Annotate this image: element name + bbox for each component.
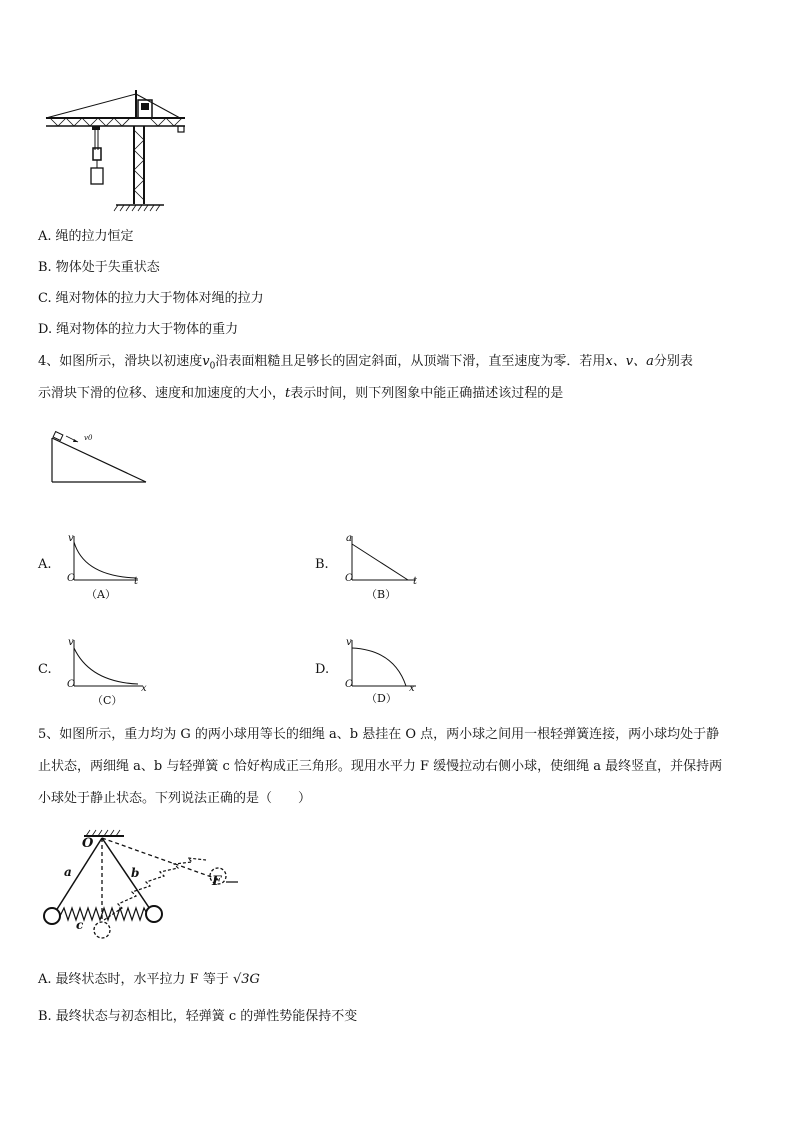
v0-symbol: v	[202, 354, 210, 369]
fig-label-b: b	[131, 866, 140, 880]
graph-b-origin: O	[345, 573, 354, 584]
option-key: B.	[38, 1009, 52, 1024]
option-key: A.	[38, 229, 52, 244]
graph-b-yaxis: a	[346, 533, 352, 544]
graph-a-xaxis: t	[134, 576, 139, 587]
graph-a-caption: （A）	[86, 588, 116, 601]
q4-vars: x、v、a	[605, 354, 654, 369]
graph-d-caption: （D）	[366, 692, 397, 705]
graph-c-caption: （C）	[92, 694, 123, 707]
graph-b-key: B.	[315, 557, 329, 572]
option-text: 绳的拉力恒定	[55, 229, 134, 244]
option-text: 最终状态时，水平拉力 F 等于	[55, 972, 233, 987]
option-key: D.	[38, 322, 53, 337]
graph-a	[64, 532, 144, 590]
option-text: 物体处于失重状态	[55, 260, 160, 275]
graph-c-xaxis: x	[141, 683, 147, 694]
q5-stem-line1: 5、如图所示，重力均为 G 的两小球用等长的细绳 a、b 悬挂在 O 点，两小球之间用一根轻弹簧连接，两小球均处于静	[38, 727, 720, 742]
graph-d-origin: O	[345, 679, 354, 690]
graph-b	[342, 532, 422, 590]
q4-text: 表示时间，则下列图象中能正确描述该过程的是	[290, 386, 564, 401]
graph-a-key: A.	[38, 557, 52, 572]
v0-subscript: 0	[209, 361, 216, 372]
option-text: 绳对物体的拉力大于物体对绳的拉力	[55, 291, 264, 306]
option-text: 绳对物体的拉力大于物体的重力	[56, 322, 239, 337]
t-symbol: t	[285, 386, 291, 401]
fig-label-O: O	[82, 836, 94, 851]
q5-stem-line2: 止状态，两细绳 a、b 与轻弹簧 c 恰好构成正三角形。现用水平力 F 缓慢拉动右侧小球，使细绳 a 最终竖直，并保持两	[38, 759, 723, 774]
option-key: A.	[38, 972, 52, 987]
q4-text: 示滑块下滑的位移、速度和加速度的大小，	[38, 386, 286, 401]
graph-a-yaxis: v	[68, 533, 74, 544]
graph-a-origin: O	[67, 573, 76, 584]
q5-stem-line3: 小球处于静止状态。下列说法正确的是（ ）	[38, 791, 312, 806]
option-text: 最终状态与初态相比，轻弹簧 c 的弹性势能保持不变	[55, 1009, 358, 1024]
q5-option-b	[38, 1009, 357, 1025]
fig-label-c: c	[76, 918, 84, 932]
q5-option-a	[38, 972, 260, 988]
graph-d-xaxis: x	[409, 683, 415, 694]
fig-label-a: a	[64, 865, 72, 879]
option-math: √3G	[232, 972, 260, 987]
incline-figure	[48, 430, 150, 486]
graph-c-key: C.	[38, 662, 52, 677]
q3-option-b	[38, 260, 160, 276]
q4-stem-line1	[38, 354, 693, 375]
q4-text: 沿表面粗糙且足够长的固定斜面，从顶端下滑，直至速度为零．若用	[215, 354, 606, 369]
option-key: C.	[38, 291, 52, 306]
q4-stem-line2	[38, 386, 563, 402]
q3-option-a	[38, 229, 134, 245]
fig-label-F: F	[212, 874, 222, 889]
option-key: B.	[38, 260, 52, 275]
q4-text: 4、如图所示，滑块以初速度	[38, 354, 203, 369]
q3-option-c	[38, 291, 264, 307]
q4-text: 分别表	[653, 354, 693, 369]
graph-c-yaxis: v	[68, 637, 74, 648]
graph-b-xaxis: t	[413, 576, 418, 587]
incline-v0-label: v0	[84, 434, 93, 442]
graph-c	[64, 636, 148, 694]
graph-d-key: D.	[315, 662, 330, 677]
crane-figure	[40, 88, 190, 214]
q3-option-d	[38, 322, 238, 338]
spring-balls-figure	[38, 824, 238, 942]
graph-b-caption: （B）	[366, 588, 397, 601]
graph-c-origin: O	[67, 679, 76, 690]
graph-d-yaxis: v	[346, 637, 352, 648]
